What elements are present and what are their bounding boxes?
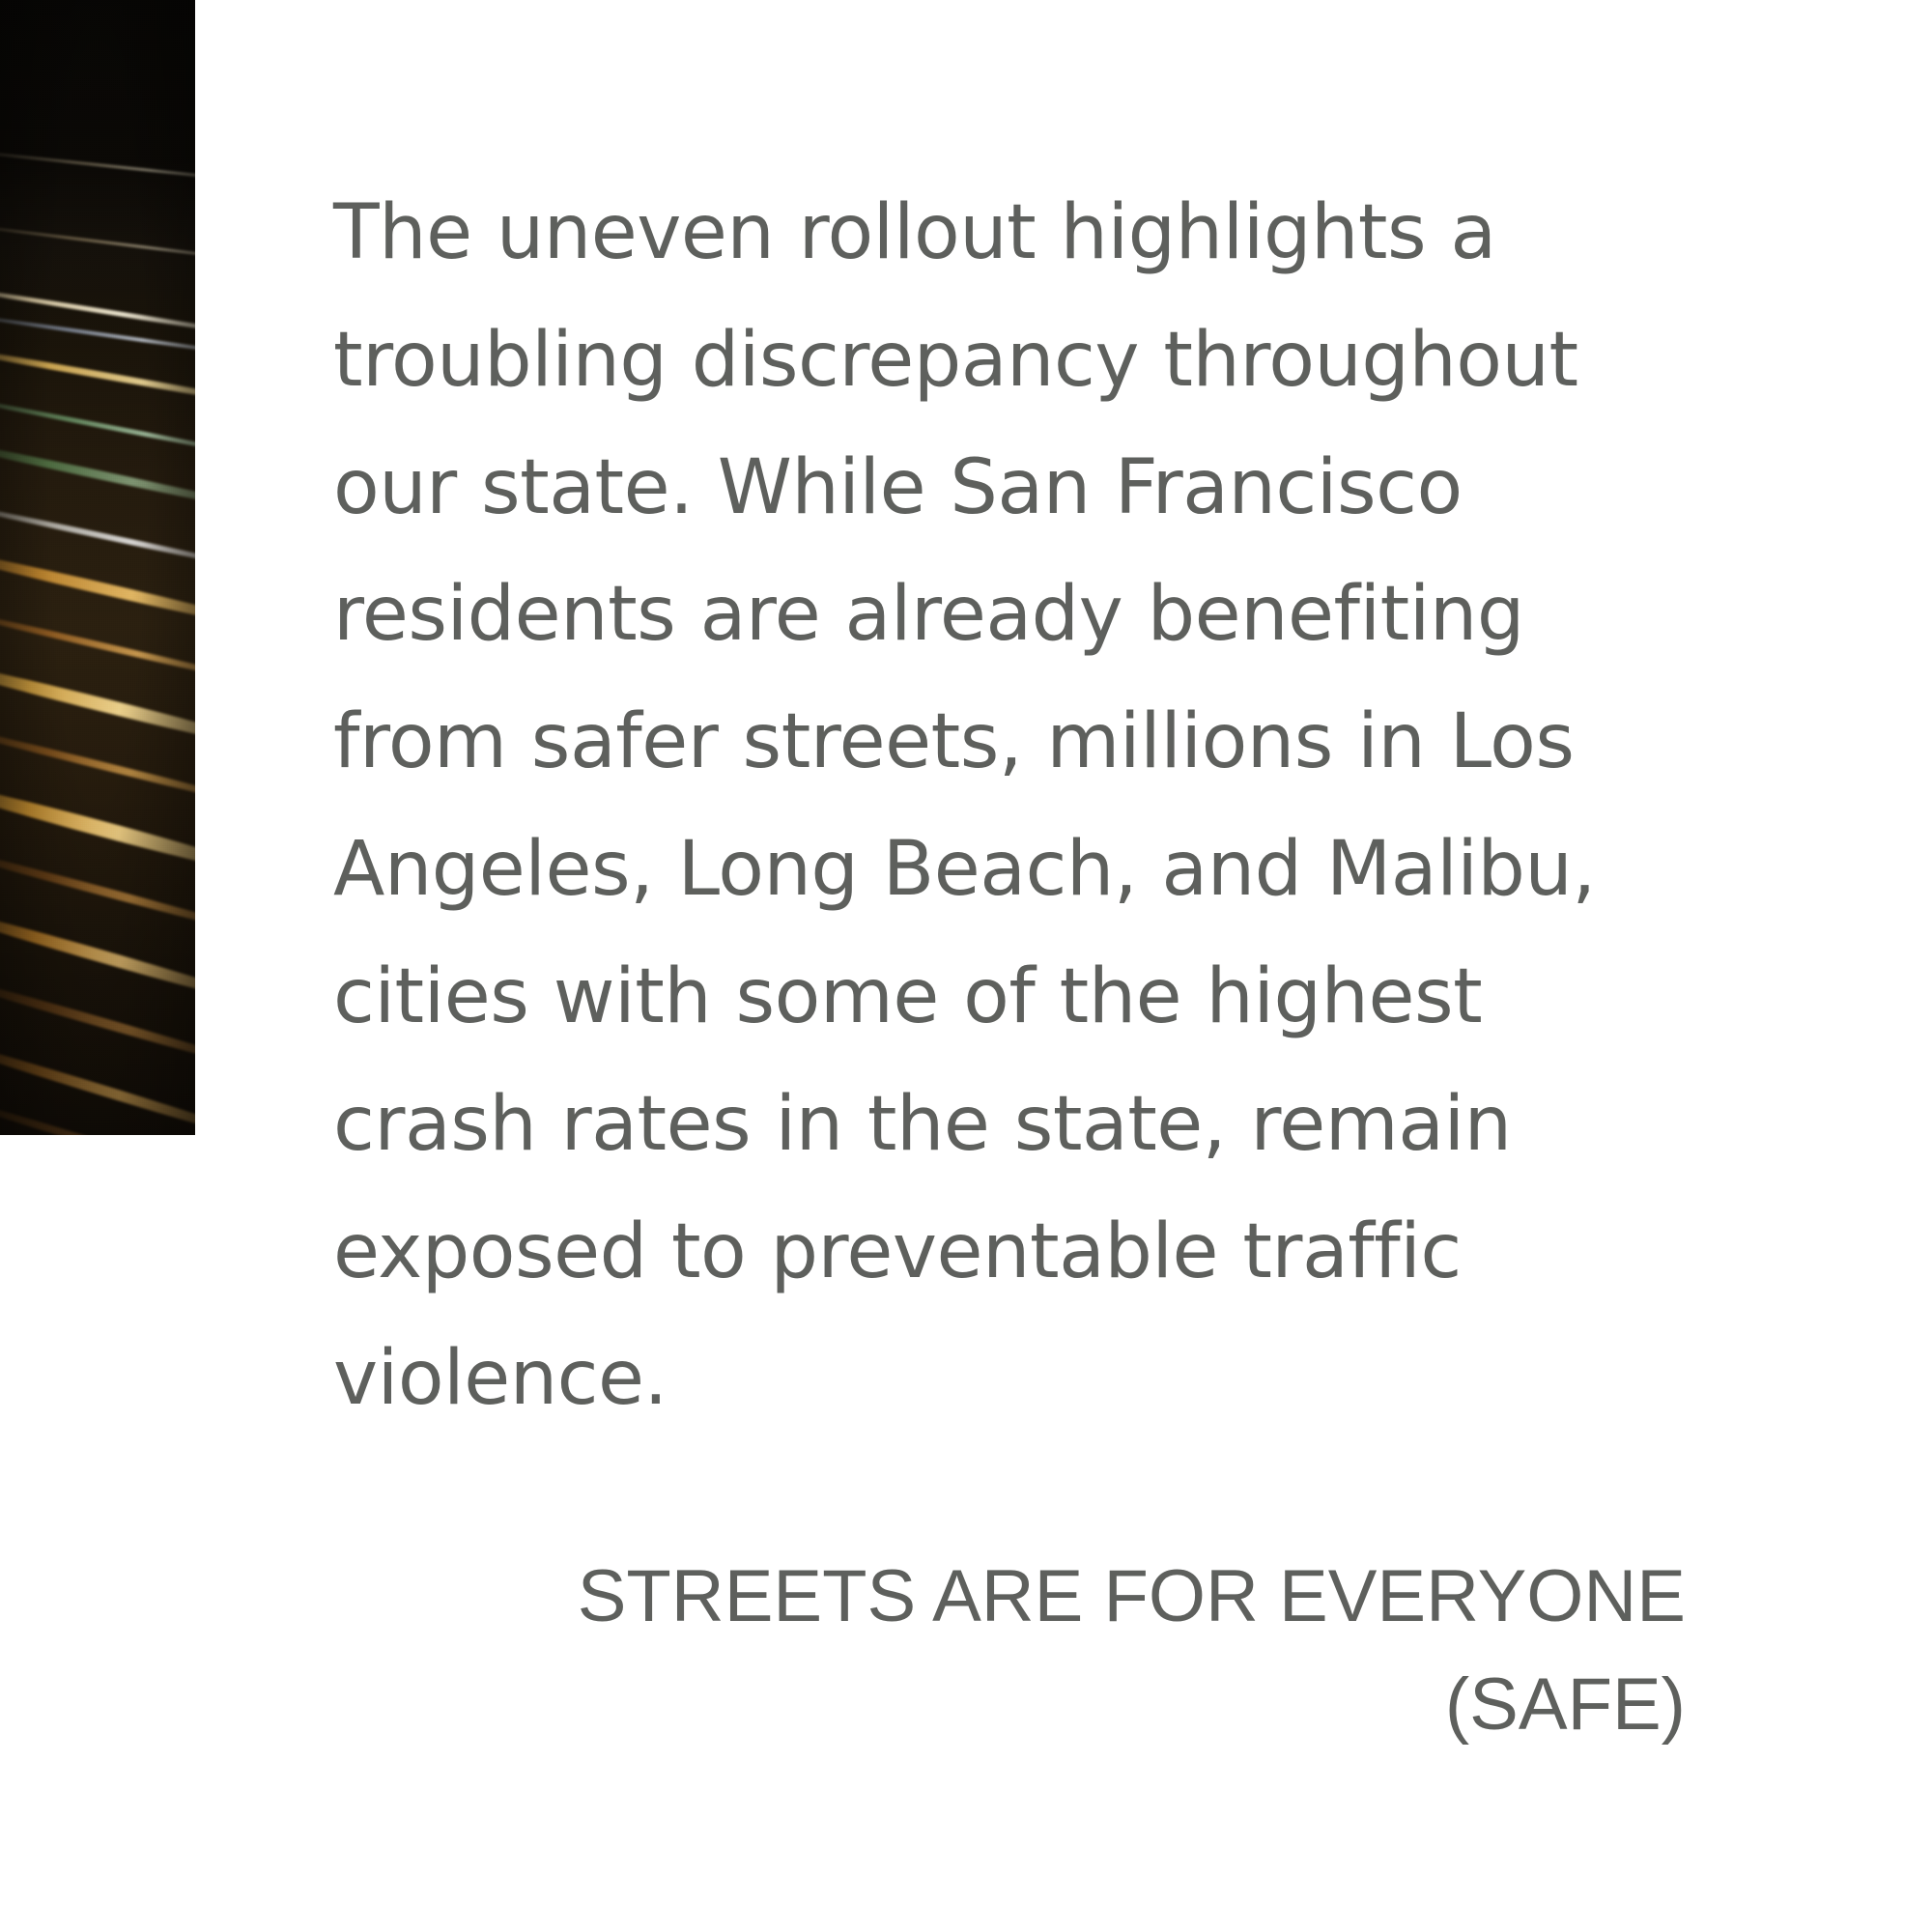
attribution — [333, 1543, 1686, 1758]
photo-vignette — [0, 0, 195, 1135]
night-traffic-light-streaks-photo — [0, 0, 195, 1135]
attribution-line-1: STREETS ARE FOR EVERYONE — [577, 1555, 1686, 1637]
body-paragraph: The uneven rollout highlights a troubling discrepancy throughout our state. While San Francisco residents are already benefiting from safer streets, millions in Los Angeles, Long Beach, and Malibu, cities with some of the highest crash rates in the state, remain exposed to preventable traffic violence. — [333, 189, 1596, 1423]
attribution-line-2: (SAFE) — [1444, 1662, 1686, 1746]
